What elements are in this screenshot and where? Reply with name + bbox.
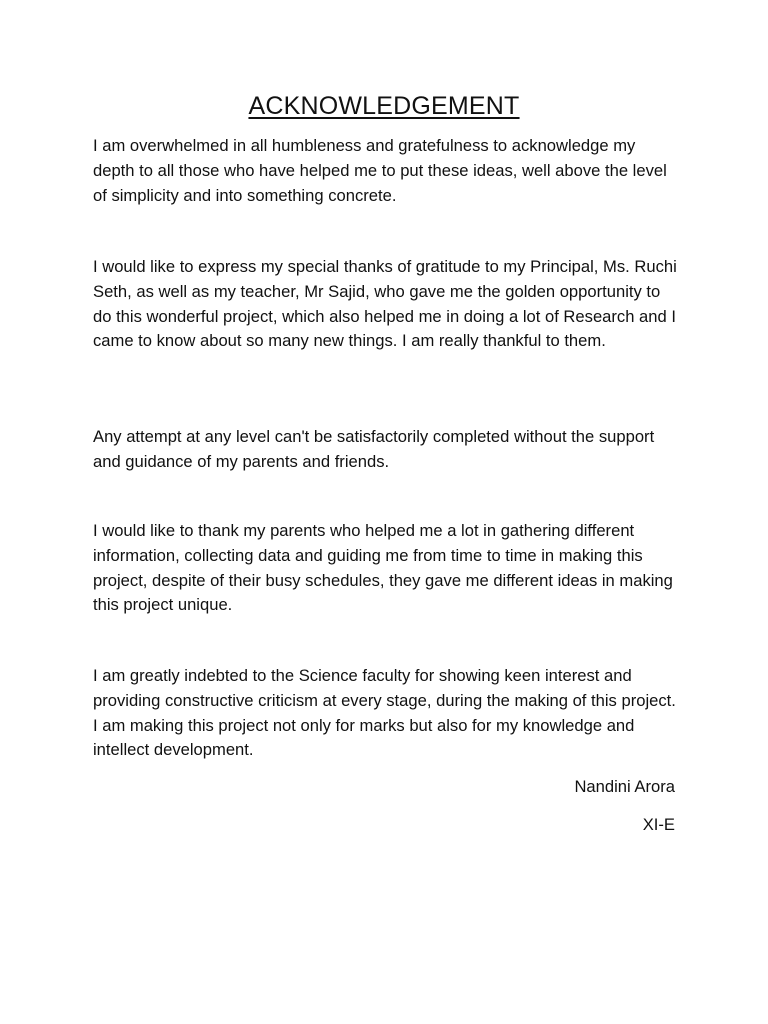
page-title: ACKNOWLEDGEMENT — [248, 92, 520, 120]
paragraph-2: I would like to express my special thanks of gratitude to my Principal, Ms. Ruchi Seth, as well as my teacher, Mr Sajid, who gave me the golden opportunity to do this wonderful project, which also helped me in doing a lot of Research and I came to know about so many new things. I am really thankful to them. — [93, 257, 677, 351]
paragraph-3: Any attempt at any level can't be satisfactorily completed without the support and guidance of my parents and friends. — [93, 427, 655, 471]
signature-class: XI-E — [642, 815, 675, 834]
paragraph-1: I am overwhelmed in all humbleness and gratefulness to acknowledge my depth to all those who have helped me to put these ideas, well above the level of simplicity and into something concrete. — [93, 136, 667, 205]
paragraph-5: I am greatly indebted to the Science faculty for showing keen interest and providing constructive criticism at every stage, during the making of this project. I am making this project not only for marks but also for my knowledge and intellect development. — [93, 666, 676, 760]
paragraph-4: I would like to thank my parents who helped me a lot in gathering different information, collecting data and guiding me from time to time in making this project, despite of their busy schedules, they gave me different ideas in making this project unique. — [93, 521, 673, 615]
signature-name: Nandini Arora — [574, 777, 675, 796]
